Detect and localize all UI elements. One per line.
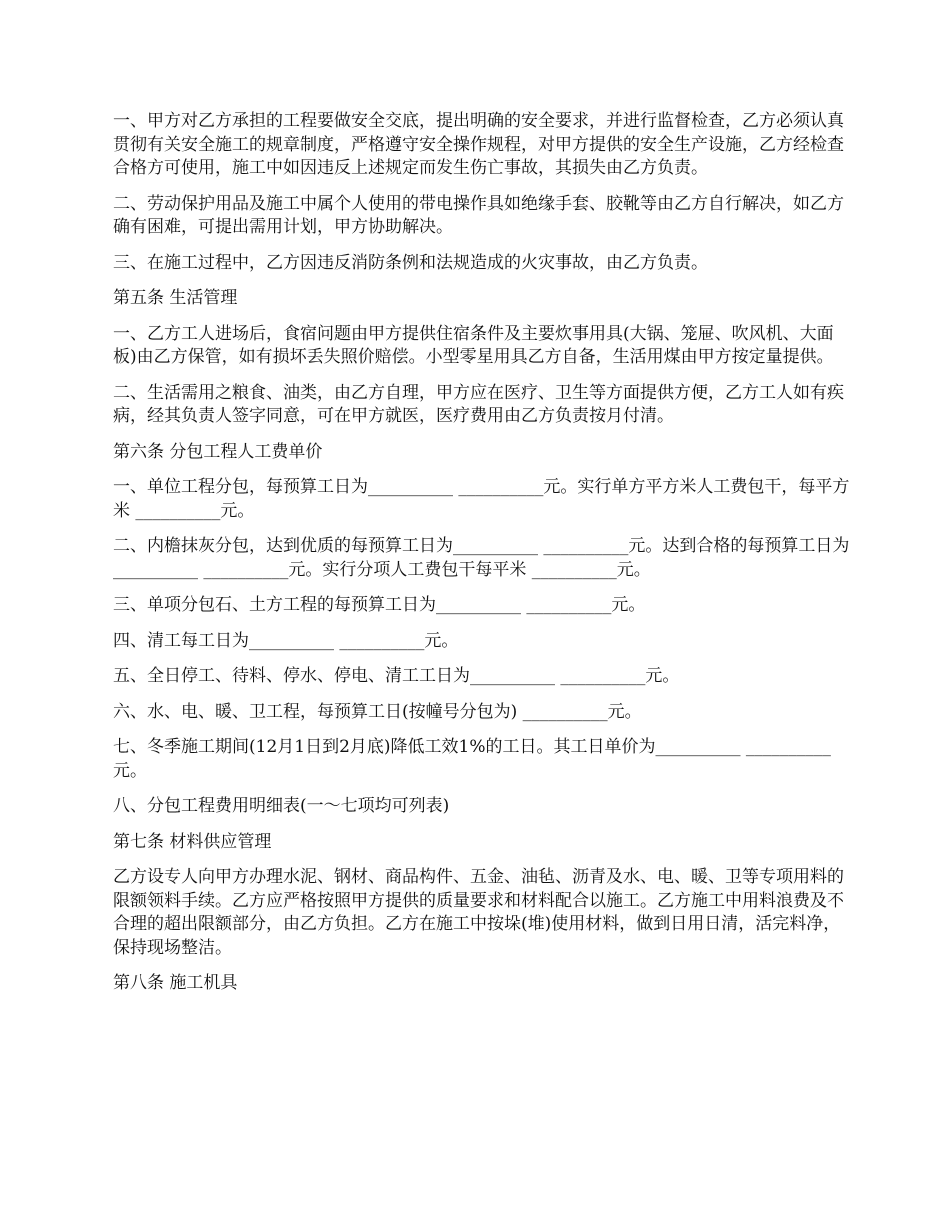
paragraph-fire-responsibility: 三、在施工过程中，乙方因违反消防条例和法规造成的火灾事故，由乙方负责。	[113, 252, 708, 273]
paragraph-cost-schedule: 八、分包工程费用明细表(一～七项均可列表)	[113, 796, 450, 816]
paragraph-protective-equipment: 二、劳动保护用品及施工中属个人使用的带电操作具如绝缘手套、胶靴等由乙方自行解决，如乙方确有困难，可提出需用计划，甲方协助解决。	[113, 193, 844, 237]
paragraph-safety-briefing: 一、甲方对乙方承担的工程要做安全交底，提出明确的安全要求，并进行监督检查，乙方必须认真贯彻有关安全施工的规章制度，严格遵守安全操作规程，对甲方提供的安全生产设施，乙方经检查合格方可使用，施工中如因违反上述规定而发生伤亡事故，其损失由乙方负责。	[113, 111, 844, 178]
paragraph-earthwork-price: 三、单项分包石、土方工程的每预算工日为__________ __________元。	[113, 595, 646, 615]
paragraph-accommodation: 一、乙方工人进场后，食宿问题由甲方提供住宿条件及主要炊事用具(大锅、笼屉、吹风机、大面板)由乙方保管，如有损坏丢失照价赔偿。小型零星用具乙方自备，生活用煤由甲方按定量提供。	[113, 323, 834, 367]
section-heading-living-management: 第五条 生活管理	[113, 288, 238, 308]
section-heading-construction-equipment: 第八条 施工机具	[113, 973, 238, 993]
paragraph-mep-price: 六、水、电、暖、卫工程，每预算工日(按幢号分包为) __________元。	[113, 701, 642, 722]
paragraph-unit-project-price: 一、单位工程分包，每预算工日为__________ __________元。实行单方平方米人工费包干，每平方米 __________元。	[113, 477, 850, 521]
paragraph-plastering-price: 二、内檐抹灰分包，达到优质的每预算工日为__________ __________元。达到合格的每预算工日为__________ __________元。实行分项人工费包干每平米 __________元。	[113, 536, 850, 580]
paragraph-cleaning-price: 四、清工每工日为__________ __________元。	[113, 630, 459, 651]
document-page	[113, 110, 853, 1008]
paragraph-winter-price: 七、冬季施工期间(12月1日到2月底)降低工效1%的工日。其工日单价为__________ __________元。	[113, 737, 831, 781]
section-heading-material-supply: 第七条 材料供应管理	[113, 831, 272, 852]
paragraph-food-medical: 二、生活需用之粮食、油类，由乙方自理，甲方应在医疗、卫生等方面提供方便，乙方工人如有疾病，经其负责人签字同意，可在甲方就医，医疗费用由乙方负责按月付清。	[113, 382, 844, 426]
paragraph-material-supply: 乙方设专人向甲方办理水泥、钢材、商品构件、五金、油毡、沥青及水、电、暖、卫等专项用料的限额领料手续。乙方应严格按照甲方提供的质量要求和材料配合以施工。乙方施工中用料浪费及不合理的超出限额部分，由乙方负担。乙方在施工中按垛(堆)使用材料，做到日用日清，活完料净，保持现场整洁。	[113, 867, 844, 958]
section-heading-labor-unit-price: 第六条 分包工程人工费单价	[113, 441, 323, 462]
paragraph-stoppage-price: 五、全日停工、待料、停水、停电、清工工日为__________ __________元。	[113, 666, 680, 686]
